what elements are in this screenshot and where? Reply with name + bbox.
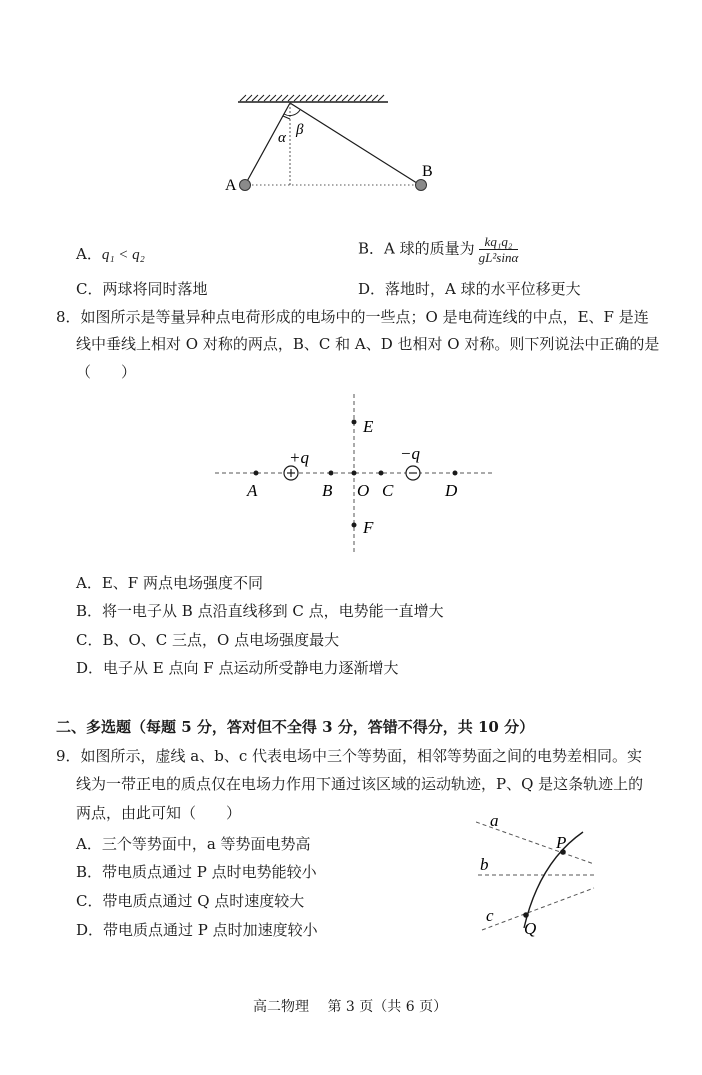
page-footer: 高二物理 第 3 页（共 6 页） bbox=[253, 999, 448, 1015]
label-b: b bbox=[480, 855, 489, 874]
label-minus-q: −q bbox=[400, 444, 420, 463]
section-title: 二、多选题（每题 5 分，答对但不全得 3 分，答错不得分，共 10 分） bbox=[56, 718, 535, 736]
q7-frac-den: gL²sinα bbox=[478, 250, 519, 265]
q8-option-d: D．电子从 E 点向 F 点运动所受静电力逐渐增大 bbox=[76, 659, 399, 677]
label-plus-q: +q bbox=[289, 448, 309, 467]
point-b bbox=[329, 471, 334, 476]
q9-stem-line-2: 线为一带正电的质点仅在电场力作用下通过该区域的运动轨迹，P、Q 是这条轨迹上的 bbox=[76, 775, 644, 793]
q9-figure bbox=[476, 808, 600, 940]
label-p: P bbox=[556, 833, 567, 852]
point-d bbox=[453, 471, 458, 476]
label-d: D bbox=[445, 481, 458, 500]
q9-option-a: A．三个等势面中，a 等势面电势高 bbox=[76, 835, 311, 853]
q9-option-d: D．带电质点通过 P 点时加速度较小 bbox=[76, 921, 318, 939]
label-a: A bbox=[247, 481, 258, 500]
label-b: B bbox=[422, 163, 433, 180]
label-alpha: α bbox=[278, 130, 286, 146]
string-b bbox=[290, 103, 420, 185]
label-beta: β bbox=[296, 122, 304, 138]
label-q: Q bbox=[524, 919, 537, 938]
equipotential-c bbox=[482, 888, 594, 930]
trajectory bbox=[524, 832, 583, 928]
label-e: E bbox=[363, 417, 374, 436]
q9-stem-line-1: 9．如图所示，虚线 a、b、c 代表电场中三个等势面，相邻等势面之间的电势差相同。实 bbox=[56, 747, 643, 765]
label-f: F bbox=[363, 518, 374, 537]
q7-option-d: D．落地时，A 球的水平位移更大 bbox=[358, 280, 581, 298]
ball-b bbox=[416, 180, 427, 191]
q8-option-c: C．B、O、C 三点，O 点电场强度最大 bbox=[76, 631, 340, 649]
label-c: c bbox=[486, 906, 494, 925]
q7-option-b: B．A 球的质量为 $\frac{\text{kq₁q₂}}{\text{gL²sinα}}$ bbox=[358, 234, 519, 265]
q9-option-c: C．带电质点通过 Q 点时速度较大 bbox=[76, 892, 305, 910]
label-c: C bbox=[382, 481, 394, 500]
label-o: O bbox=[357, 481, 370, 500]
point-q bbox=[523, 912, 529, 918]
q8-figure bbox=[215, 392, 495, 557]
point-c bbox=[379, 471, 384, 476]
point-a bbox=[254, 471, 259, 476]
q8-option-b: B．将一电子从 B 点沿直线移到 C 点，电势能一直增大 bbox=[76, 602, 444, 620]
q7-frac-num: kq₁q₂ bbox=[479, 234, 519, 250]
q7-option-a: A．q₁ < q₂ bbox=[76, 245, 145, 263]
q7-figure bbox=[218, 92, 448, 200]
ball-a bbox=[240, 180, 251, 191]
q7-option-c: C．两球将同时落地 bbox=[76, 280, 208, 298]
point-f bbox=[352, 523, 357, 528]
q9-stem-line-3: 两点，由此可知（ ） bbox=[76, 804, 242, 822]
point-e bbox=[352, 420, 357, 425]
label-a: A bbox=[225, 177, 237, 194]
point-o bbox=[352, 471, 357, 476]
q8-stem-line-1: 8．如图所示是等量异种点电荷形成的电场中的一些点；O 是电荷连线的中点，E、F 是连 bbox=[56, 308, 649, 326]
q8-stem-line-3: （ ） bbox=[76, 363, 137, 381]
label-b: B bbox=[322, 481, 333, 500]
label-a: a bbox=[490, 811, 499, 830]
q8-option-a: A．E、F 两点电场强度不同 bbox=[76, 574, 263, 592]
q8-stem-line-2: 线中垂线上相对 O 对称的两点，B、C 和 A、D 也相对 O 对称。则下列说法中正确的是 bbox=[76, 335, 660, 353]
q9-option-b: B．带电质点通过 P 点时电势能较小 bbox=[76, 863, 317, 881]
